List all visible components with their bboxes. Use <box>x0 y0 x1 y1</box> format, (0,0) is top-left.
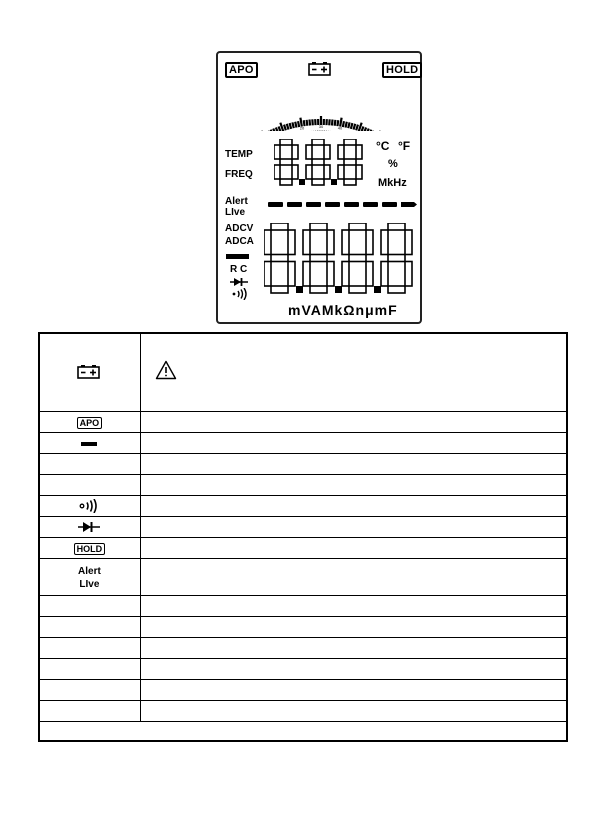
decimal-point <box>335 286 342 293</box>
scale-tick <box>287 124 289 130</box>
units-row: mVAMkΩnμmF <box>288 302 398 318</box>
description-cell <box>140 659 567 680</box>
scale-label <box>281 130 286 131</box>
description-cell <box>140 538 567 559</box>
scale-tick <box>348 122 349 128</box>
seven-segment-digit <box>274 139 298 185</box>
seven-segment-digit <box>264 223 295 293</box>
warning-icon <box>155 360 177 380</box>
description-cell <box>140 333 567 412</box>
scale-tick <box>332 120 333 126</box>
table-row <box>39 333 568 412</box>
symbol-cell <box>39 496 141 517</box>
analog-bargraph <box>224 83 418 131</box>
table-row <box>39 638 568 659</box>
mkhz-unit: MkHz <box>378 177 407 189</box>
symbol-cell <box>39 638 141 659</box>
description-cell <box>140 454 567 475</box>
scale-tick <box>351 123 353 129</box>
scale-dot <box>321 131 322 132</box>
scale-tick <box>307 120 308 126</box>
secondary-digits <box>274 139 372 189</box>
description-cell <box>140 496 567 517</box>
decimal-point <box>331 179 337 185</box>
rc-label: R C <box>230 264 248 275</box>
scale-tick <box>292 122 293 128</box>
scale-tick <box>354 124 356 130</box>
symbol-cell <box>39 517 141 538</box>
scale-tick <box>346 122 347 128</box>
symbol-cell <box>39 596 141 617</box>
symbol-table <box>38 332 568 722</box>
percent-unit: % <box>388 158 398 170</box>
scale-label <box>356 130 361 131</box>
scale-tick <box>361 126 363 131</box>
scale-tick <box>366 129 368 131</box>
scale-tick <box>273 129 275 131</box>
description-cell <box>140 412 567 433</box>
decimal-point <box>374 286 381 293</box>
apo-symbol: APO <box>77 417 103 429</box>
table-row <box>39 617 568 638</box>
hold-indicator: HOLD <box>382 62 422 78</box>
minus-bar-icon <box>81 442 97 447</box>
scale-tick <box>335 120 336 126</box>
scale-tick <box>290 123 292 129</box>
diode-icon <box>78 521 100 533</box>
symbol-cell <box>39 475 141 496</box>
main-digits <box>264 223 418 295</box>
scale-label: 30 <box>318 124 324 129</box>
table-row <box>39 496 568 517</box>
alert-label: Alert <box>225 196 248 207</box>
battery-icon <box>308 61 332 77</box>
description-cell <box>140 475 567 496</box>
apo-indicator: APO <box>225 62 258 78</box>
symbol-cell <box>39 701 141 722</box>
symbol-cell <box>39 617 141 638</box>
symbol-cell <box>39 559 141 596</box>
seven-segment-digit <box>381 223 412 293</box>
scale-tick <box>309 120 310 126</box>
table-row <box>39 475 568 496</box>
symbol-cell <box>39 680 141 701</box>
table-row <box>39 412 568 433</box>
battery-icon <box>77 364 101 380</box>
scale-label: 20 <box>299 125 305 131</box>
live-dash-bar <box>268 201 418 209</box>
description-cell <box>140 680 567 701</box>
scale-label: 40 <box>337 125 343 131</box>
temp-label: TEMP <box>225 149 253 160</box>
symbol-cell <box>39 333 141 412</box>
symbol-cell <box>39 659 141 680</box>
symbol-cell <box>39 538 141 559</box>
table-row <box>39 538 568 559</box>
continuity-icon <box>79 499 99 513</box>
description-cell <box>140 638 567 659</box>
live-label: LIve <box>225 207 246 218</box>
seven-segment-digit <box>342 223 373 293</box>
seven-segment-digit <box>303 223 334 293</box>
table-row <box>39 559 568 596</box>
scale-tick <box>295 122 296 128</box>
symbol-cell <box>39 433 141 454</box>
table-row <box>39 596 568 617</box>
adca-label: ADCA <box>225 236 254 247</box>
description-cell <box>140 559 567 596</box>
minus-sign-icon <box>226 254 250 260</box>
symbol-cell <box>39 412 141 433</box>
live-symbol: LIve <box>79 579 100 590</box>
diode-icon <box>230 277 248 287</box>
description-cell <box>140 517 567 538</box>
alert-symbol: Alert <box>78 566 101 577</box>
scale-tick <box>276 127 278 131</box>
seven-segment-digit <box>338 139 362 185</box>
table-row <box>39 701 568 722</box>
continuity-icon <box>231 288 249 300</box>
hold-symbol: HOLD <box>74 543 106 555</box>
decimal-point <box>296 286 303 293</box>
table-row <box>39 517 568 538</box>
symbol-cell <box>39 454 141 475</box>
decimal-point <box>299 179 305 185</box>
description-cell <box>140 701 567 722</box>
adcv-label: ADCV <box>225 223 254 234</box>
seven-segment-digit <box>306 139 330 185</box>
celsius-unit: °C <box>376 139 390 153</box>
description-cell <box>140 617 567 638</box>
scale-tick <box>343 121 344 127</box>
table-row <box>39 659 568 680</box>
table-row <box>39 454 568 475</box>
table-row <box>39 680 568 701</box>
description-cell <box>140 596 567 617</box>
lcd-display <box>216 51 422 324</box>
description-cell <box>140 433 567 454</box>
table-row <box>39 433 568 454</box>
scale-tick <box>364 127 366 131</box>
fahrenheit-unit: °F <box>398 139 411 153</box>
freq-label: FREQ <box>225 169 253 180</box>
